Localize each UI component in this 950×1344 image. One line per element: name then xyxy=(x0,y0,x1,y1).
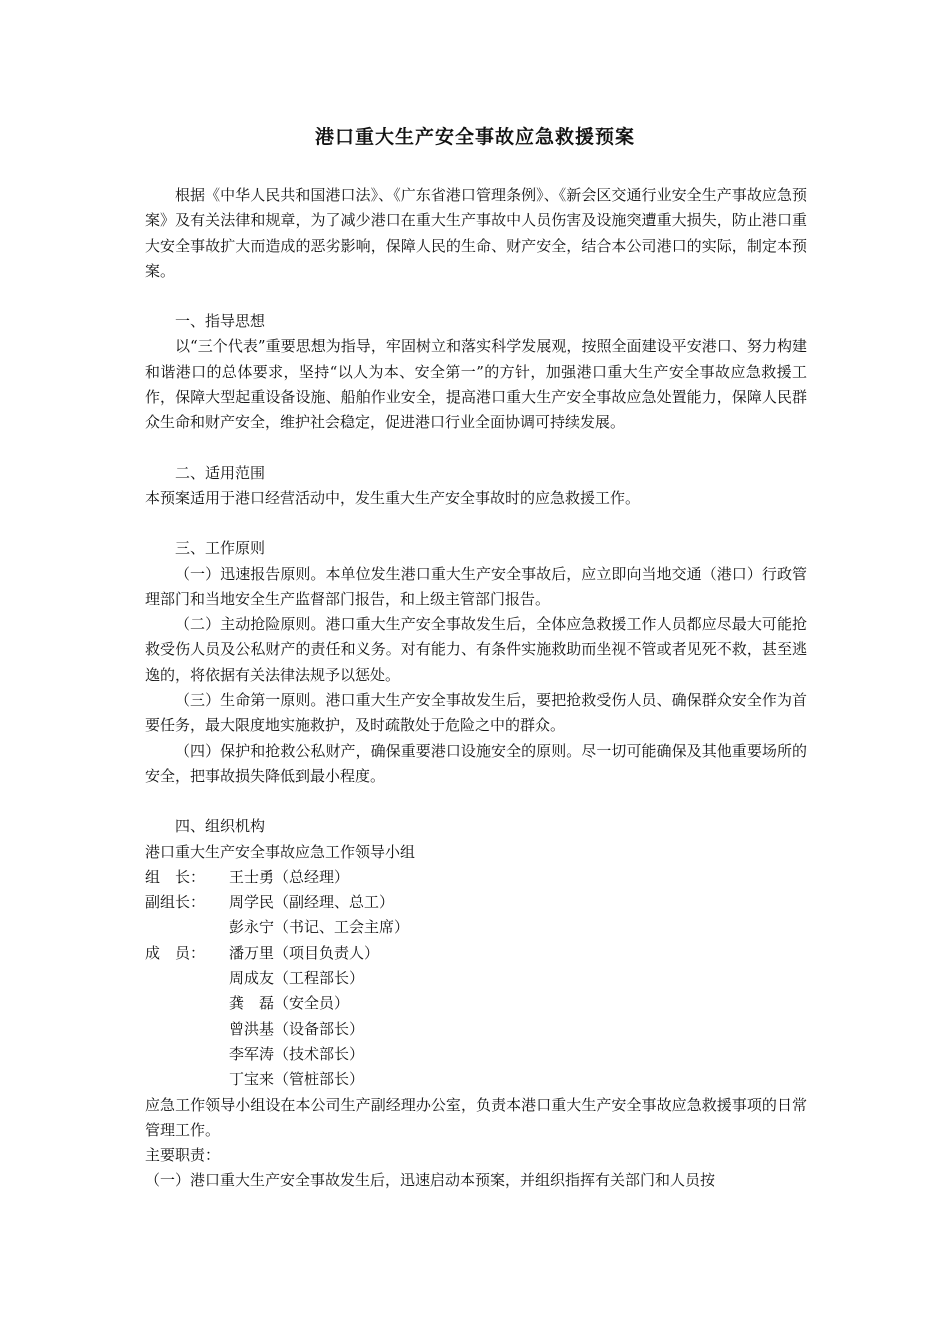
section-paragraph: 以“三个代表”重要思想为指导，牢固树立和落实科学发展观，按照全面建设平安港口、努力构建和谐港口的总体要求，坚持“以人为本、安全第一”的方针，加强港口重大生产安全事故应急救援工作，保障大型起重设备设施、船舶作业安全，提高港口重大生产安全事故应急处置能力，保障人民群众生命和财产安全，维护社会稳定，促进港口行业全面协调可持续发展。 xyxy=(145,337,807,432)
member-role xyxy=(145,1017,229,1042)
member-row xyxy=(145,991,807,1016)
document-title: 港口重大生产安全事故应急救援预案 xyxy=(314,126,635,148)
principle-item: （一）迅速报告原则。本单位发生港口重大生产安全事故后，应立即向当地交通（港口）行政管理部门和当地安全生产监督部门报告，和上级主管部门报告。 xyxy=(145,564,807,608)
member-role xyxy=(145,966,229,991)
member-row xyxy=(145,1042,807,1067)
member-name: 彭永宁（书记、工会主席） xyxy=(229,918,410,937)
principle-item: （三）生命第一原则。港口重大生产安全事故发生后，要把抢救受伤人员、确保群众安全作为首要任务，最大限度地实施救护，及时疏散处于危险之中的群众。 xyxy=(145,691,807,735)
office-paragraph: 应急工作领导小组设在本公司生产副经理办公室，负责本港口重大生产安全事故应急救援事项的日常管理工作。 xyxy=(145,1095,807,1139)
spacer xyxy=(145,789,807,814)
group-name: 港口重大生产安全事故应急工作领导小组 xyxy=(145,842,416,861)
principle-item: （二）主动抢险原则。港口重大生产安全事故发生后，全体应急救援工作人员都应尽最大可能抢救受伤人员及公私财产的责任和义务。对有能力、有条件实施救助而坐视不管或者见死不救，甚至逃逸的，将依据有关法律法规予以惩处。 xyxy=(145,615,807,684)
member-name: 龚 磊（安全员） xyxy=(229,994,350,1013)
member-row xyxy=(145,915,807,940)
duties-heading: 主要职责： xyxy=(145,1146,221,1165)
section-heading: 四、组织机构 xyxy=(175,817,266,836)
member-role: 副组长： xyxy=(145,893,206,912)
section-heading: 二、适用范围 xyxy=(175,463,266,482)
member-row xyxy=(145,890,807,915)
member-name: 曾洪基（设备部长） xyxy=(229,1019,365,1038)
member-row xyxy=(145,1067,807,1092)
member-row xyxy=(145,1017,807,1042)
member-name: 周学民（副经理、总工） xyxy=(229,893,395,912)
member-role xyxy=(145,915,229,940)
spacer xyxy=(145,284,807,309)
member-name: 李军涛（技术部长） xyxy=(229,1044,365,1063)
spacer xyxy=(145,511,807,536)
spacer xyxy=(145,436,807,461)
section-heading: 三、工作原则 xyxy=(175,539,266,558)
member-row xyxy=(145,865,807,890)
duty-item: （一）港口重大生产安全事故发生后，迅速启动本预案，并组织指挥有关部门和人员按 xyxy=(145,1171,716,1190)
member-role: 组 长： xyxy=(145,867,206,886)
document-body xyxy=(145,183,807,1194)
member-name: 王士勇（总经理） xyxy=(229,867,350,886)
member-role: 成 员： xyxy=(145,943,206,962)
intro-paragraph: 根据《中华人民共和国港口法》、《广东省港口管理条例》、《新会区交通行业安全生产事故应急预案》及有关法律和规章，为了减少港口在重大生产事故中人员伤害及设施突遭重大损失，防止港口重大安全事故扩大而造成的恶劣影响，保障人民的生命、财产安全，结合本公司港口的实际，制定本预案。 xyxy=(145,186,807,280)
section-paragraph: 本预案适用于港口经营活动中，发生重大生产安全事故时的应急救援工作。 xyxy=(145,488,641,507)
section-heading: 一、指导思想 xyxy=(175,312,266,331)
member-name: 周成友（工程部长） xyxy=(229,969,365,988)
member-role xyxy=(145,1067,229,1092)
member-name: 潘万里（项目负责人） xyxy=(229,943,380,962)
member-name: 丁宝来（管桩部长） xyxy=(229,1070,365,1089)
member-role xyxy=(145,991,229,1016)
member-row xyxy=(145,941,807,966)
member-role xyxy=(145,1042,229,1067)
member-row xyxy=(145,966,807,991)
principle-item: （四）保护和抢救公私财产，确保重要港口设施安全的原则。尽一切可能确保及其他重要场所的安全，把事故损失降低到最小程度。 xyxy=(145,741,807,785)
